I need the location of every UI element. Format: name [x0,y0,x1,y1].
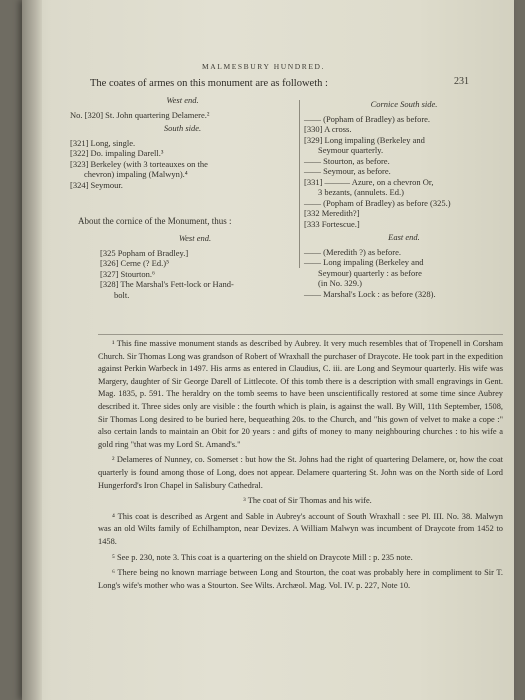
south-entry: [321] Long, single. [70,137,136,148]
east-entry: (in No. 329.) [318,278,362,288]
east-entry: —— Marshal's Lock : as before (328). [304,288,436,299]
south-entry: [322] Do. impaling Darell.³ [70,148,164,158]
footnote-6: ⁶ There being no known marriage between Long and Stourton, the coat was probably here in compliment to Sir T. Long's wife's mother who was a Stourton. See Wilts. Archæol. Mag. Vol. IV. p. 227, Note 10. [98,568,503,590]
left-column [70,92,295,190]
cornice-line: About the cornice of the Monument, thus : [78,216,232,226]
footnote-3: ³ The coat of Sir Thomas and his wife. [243,496,372,506]
cornice-entry: —— (Popham of Bradley) as before. [304,113,431,124]
book-gutter [22,0,42,700]
book-page [22,0,514,700]
cornice-entry: [329] Long impaling (Berkeley and [304,134,425,145]
cornice-entry: 3 bezants, (annulets. Ed.) [318,187,404,197]
west-entry: bolt. [114,289,130,300]
entry-320: No. [320] St. John quartering Delamere.² [70,109,210,120]
cornice-entry: [331] ——— Azure, on a chevron Or, [304,176,434,187]
west-entry: [327] Stourton.⁶ [100,268,155,279]
left-column-west [100,230,290,300]
cornice-entry: —— (Popham of Bradley) as before (325.) [304,197,451,208]
cornice-entry: [330] A cross. [304,124,352,134]
heading-cornice-south: Cornice South side. [370,99,438,109]
footnotes [98,338,503,595]
heading-south-side: South side. [163,123,202,133]
cornice-entry: —— Seymour, as before. [304,166,391,176]
cornice-entry: Seymour quarterly. [318,145,384,155]
south-entry: [324] Seymour. [70,179,123,190]
south-entry: [323] Berkeley (with 3 torteauxes on the [70,158,208,169]
west-entry: [328] The Marshal's Fett-lock or Hand- [100,279,234,289]
cornice-entry: [332 Meredith?] [304,208,360,218]
east-entry: —— (Meredith ?) as before. [304,246,402,257]
footnote-rule [98,334,503,335]
right-column [304,96,504,299]
intro-line: The coates of armes on this monument are as followeth : [90,78,328,89]
heading-east-end: East end. [388,232,420,242]
column-divider [299,100,300,268]
footnote-5: ⁵ See p. 230, note 3. This coat is a quartering on the shield on Draycote Mill : p. 235 note. [112,552,413,562]
footnote-4: ⁴ This coat is described as Argent and Sable in Aubrey's account of South Wraxhall : see Pl. III. No. 38. Malwyn was an old Wilts family of Echilhampton, near Devizes. A William Malwyn was incumbent of Draycote from 1452 to 1458. [98,511,503,546]
east-entry: Seymour) quarterly : as before [318,267,422,278]
cornice-entry: —— Stourton, as before. [304,155,390,166]
south-entry: chevron) impaling (Malwyn).⁴ [84,169,188,179]
running-head: MALMESBURY HUNDRED. [202,62,326,71]
heading-west-end: West end. [166,95,199,105]
footnote-1: ¹ This fine massive monument stands as described by Aubrey. It very much resembles that of Tropenell in Corsham Church. Sir Thomas Long was grandson of Robert of Wraxhall the purchaser of Draycote. He took part in the expedition against Perkin Warbeck in 1497. His arms as entered in Claudius, C. iii. are Long and Seymour quarterly. His wife was Margery, daughter of Sir George Darell of Littlecote. Of this tomb there is a description with small engravings in Gent. Mag. 1835, p. 591. The heraldry on the tomb seems to have been unscientifically restored at some time since Aubrey described it. Three sides only are visible : the fourth which is plain, is against the wall. By Will, 11th September, 1508, Sir Thomas Long desired to be buried here, bequeathing 20s. to the Church, and "his gown of velvet to make a cope :" also certain lands to maintain an Obit for 20 years : and gifts of money to many neighbouring churches : to his wife a gold ring "that was my Lord St. Amand's." [98,339,503,449]
east-entry: —— Long impaling (Berkeley and [304,257,424,267]
west-entry: [326] Cerne (? Ed.)⁵ [100,258,170,268]
page-number: 231 [454,76,469,87]
heading-west-end-2: West end. [178,233,212,243]
cornice-entry: [333 Fortescue.] [304,218,360,229]
west-entry: [325 Popham of Bradley.] [100,247,189,258]
footnote-2: ² Delameres of Nunney, co. Somerset : but how the St. Johns had the right of quartering Delamere, or, how the coat quarterly is found among those of Long, does not appear. Delamere quartering St. John was on the North side of Lord Hungerford's Iron Chapel in Salisbury Cathedral. [98,455,503,490]
